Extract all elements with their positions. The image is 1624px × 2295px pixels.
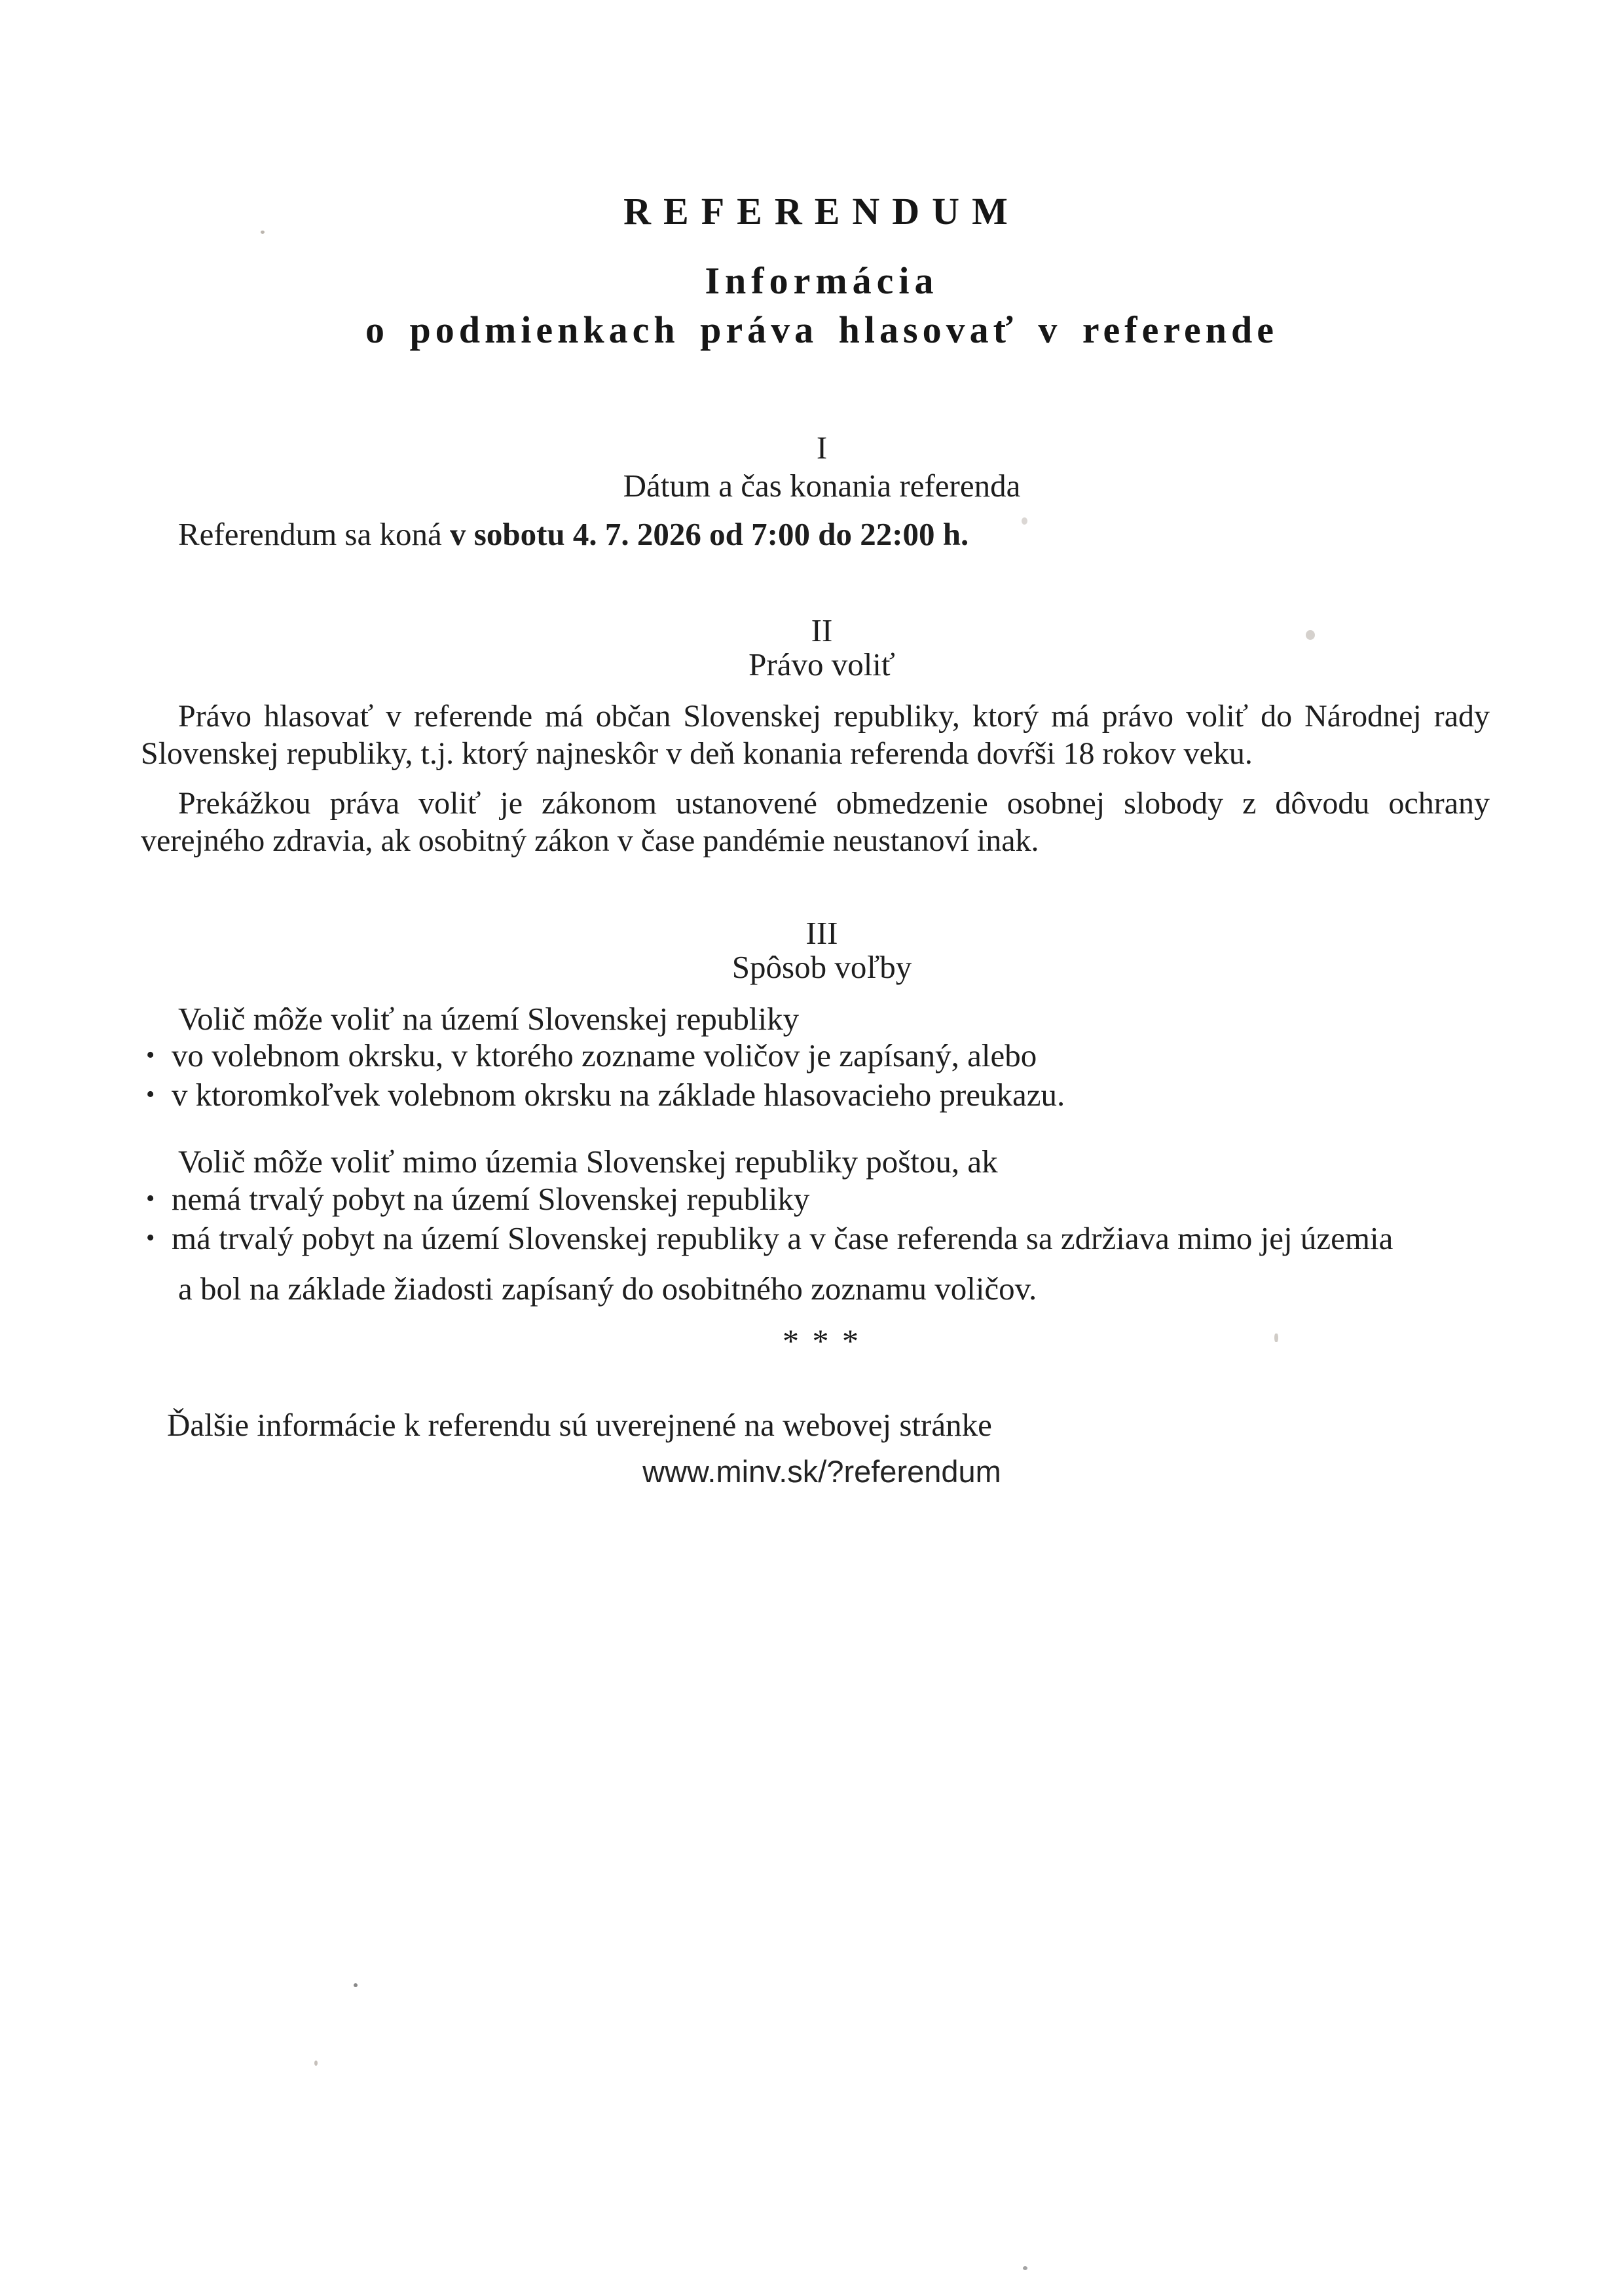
bullet-icon: • [146, 1041, 155, 1069]
section-3-continuation: a bol na základe žiadosti zapísaný do osobitného zoznamu voličov. [178, 1271, 1037, 1307]
list-item-text: vo volebnom okrsku, v ktorého zozname voličov je zapísaný, alebo [172, 1037, 1037, 1073]
section-1-body [141, 515, 1490, 553]
list-item [141, 1220, 1585, 1257]
bullet-icon: • [146, 1224, 155, 1252]
scan-speck [354, 1983, 358, 1987]
bullet-icon: • [146, 1081, 155, 1108]
section-1-number: I [816, 430, 828, 466]
section-2-heading: Právo voliť [748, 646, 895, 682]
section-2-paragraph-2: Prekážkou práva voliť je zákonom ustanovené obmedzenie osobnej slobody z dôvodu ochrany verejného zdravia, ak osobitný zákon v čase pandémie neustanoví inak. [141, 786, 1490, 858]
section-1-lead: Referendum sa koná [178, 516, 450, 552]
footer-info-text: Ďalšie informácie k referendu sú uverejnené na webovej stránke [167, 1407, 992, 1443]
section-3-intro-1: Volič môže voliť na území Slovenskej republiky [178, 1001, 800, 1037]
document-subtitle-line2: o podmienkach práva hlasovať v referende [365, 308, 1279, 351]
list-item-text: má trvalý pobyt na území Slovenskej republiky a v čase referenda sa zdržiava mimo jej územia [172, 1220, 1393, 1256]
document-title: REFERENDUM [623, 190, 1020, 233]
section-3-bullet-list-1 [141, 1037, 1585, 1115]
list-item-text: v ktoromkoľvek volebnom okrsku na základe hlasovacieho preukazu. [172, 1077, 1065, 1113]
section-2-number: II [811, 612, 833, 648]
section-3-heading: Spôsob voľby [731, 949, 912, 985]
list-item [141, 1076, 1585, 1113]
list-item-text: nemá trvalý pobyt na území Slovenskej republiky [172, 1181, 810, 1217]
asterisk-separator: * * * [783, 1322, 861, 1359]
document-subtitle-line1: Informácia [705, 259, 939, 302]
section-3-number: III [805, 915, 838, 951]
section-2-paragraph-1: Právo hlasovať v referende má občan Slovenskej republiky, ktorý má právo voliť do Národnej rady Slovenskej republiky, t.j. ktorý najneskôr v deň konania referenda dovŕši 18 rokov veku. [141, 699, 1490, 771]
footer-url: www.minv.sk/?referendum [642, 1454, 1001, 1489]
bullet-icon: • [146, 1185, 155, 1212]
section-1-heading: Dátum a čas konania referenda [623, 468, 1021, 504]
section-1-date-time: v sobotu 4. 7. 2026 od 7:00 do 22:00 h [450, 516, 961, 552]
section-3-bullet-list-2 [141, 1180, 1585, 1259]
section-3-intro-2: Volič môže voliť mimo územia Slovenskej republiky poštou, ak [178, 1144, 998, 1180]
list-item [141, 1180, 1585, 1218]
list-item [141, 1037, 1585, 1074]
section-1-period: . [961, 516, 969, 552]
scan-speck [314, 2061, 318, 2066]
scan-speck [1023, 2266, 1027, 2270]
